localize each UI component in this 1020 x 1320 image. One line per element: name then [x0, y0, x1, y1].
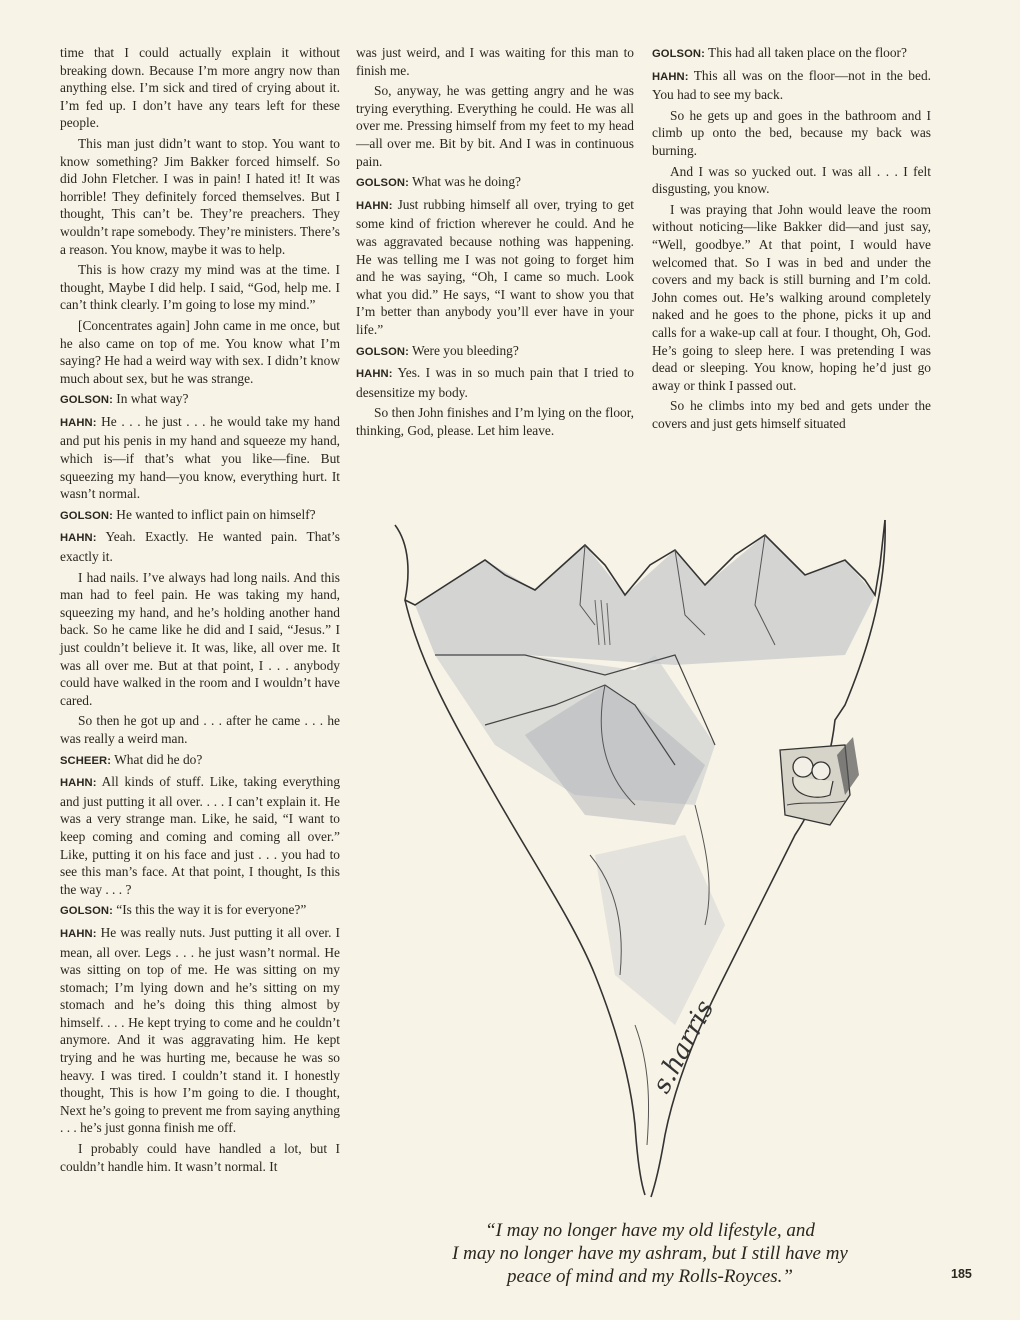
- cartoon-illustration: [375, 505, 955, 1205]
- dialogue-paragraph: [356, 196, 634, 339]
- dialogue-paragraph: [356, 342, 634, 362]
- speaker-label: HAHN:: [652, 70, 689, 83]
- body-paragraph: [652, 107, 931, 160]
- dialogue-paragraph: [60, 506, 340, 526]
- paragraph-text: He wanted to inflict pain on himself?: [116, 506, 316, 522]
- body-paragraph: [652, 163, 931, 198]
- paragraph-text: So, anyway, he was getting angry and he was trying everything. Everything he could. He was all over me. Pressing himself from my feet to my head—all over me. Bit by bit. And I was in continuous pain.: [356, 83, 634, 169]
- speaker-label: GOLSON:: [60, 394, 113, 407]
- paragraph-text: Yeah. Exactly. He wanted pain. That’s exactly it.: [60, 529, 340, 565]
- body-paragraph: [356, 82, 634, 170]
- paragraph-text: This had all taken place on the floor?: [708, 45, 907, 60]
- speaker-label: HAHN:: [356, 368, 393, 381]
- dialogue-paragraph: [652, 67, 931, 104]
- speaker-label: HAHN:: [60, 777, 97, 790]
- paragraph-text: This man just didn’t want to stop. You want to know something? Jim Bakker forced himself. So did John Fletcher. I was in pain! I hated it! It was horrible! They definitely forced themselves. But I thought, This can’t be. They’re preachers. They wouldn’t rape somebody. They’re ministers. There’s a reason. You know, maybe it was to help.: [60, 135, 340, 257]
- column-3: [652, 44, 931, 435]
- paragraph-text: He . . . he just . . . he would take my hand and put his penis in my hand and squeeze my hand, which is—if that’s what you like—fine. But squeezing my hand—you know, everything hurt. It wasn’t normal.: [60, 413, 340, 502]
- paragraph-text: So he climbs into my bed and gets under the covers and just gets himself situated: [652, 398, 931, 431]
- caption-line: I may no longer have my ashram, but I still have my: [452, 1243, 848, 1264]
- paragraph-text: Just rubbing himself all over, trying to get some kind of friction wherever he could. And he was aggravated because nothing was happening. He was telling me I was not going to forget him and he was saying, “Oh, I came so much. Look what you did.” He says, “I want to show you that I’m better than anybody you’ll ever have in your life.”: [356, 196, 634, 337]
- dialogue-paragraph: [60, 773, 340, 898]
- caption-line: peace of mind and my Rolls-Royces.”: [507, 1266, 793, 1287]
- dialogue-paragraph: [60, 901, 340, 921]
- caption-line: “I may no longer have my old lifestyle, and: [485, 1220, 815, 1241]
- body-paragraph: [60, 1140, 340, 1175]
- speaker-label: GOLSON:: [60, 905, 113, 918]
- paragraph-text: [Concentrates again] John came in me once, but he also came on top of me. You know what I’m saying? He had a weird way with sex. I didn’t know much about sex, but he was strange.: [60, 317, 340, 386]
- paragraph-text: This all was on the floor—not in the bed. You had to see my back.: [652, 67, 931, 103]
- dialogue-paragraph: [60, 751, 340, 771]
- dialogue-paragraph: [356, 364, 634, 401]
- dialogue-paragraph: [60, 413, 340, 503]
- dialogue-paragraph: [60, 390, 340, 410]
- paragraph-text: All kinds of stuff. Like, taking everything and just putting it all over. . . . I can’t explain it. He was a very strange man. Like, he said, “I want to keep coming and coming and coming all over.” Like, putting it on his face and just . . . you had to see this man’s face. At that point, I thought, Is this the way . . . ?: [60, 774, 341, 897]
- cartoon-signature: s.harris: [646, 995, 721, 1099]
- speaker-label: GOLSON:: [60, 509, 113, 522]
- speaker-label: GOLSON:: [356, 345, 409, 358]
- paragraph-text: Were you bleeding?: [412, 342, 519, 358]
- paragraph-text: This is how crazy my mind was at the time. I thought, Maybe I did help. I said, “God, help me. I can’t think clearly. I’m going to lose my mind.”: [60, 262, 340, 313]
- paragraph-text: So then John finishes and I’m lying on the floor, thinking, God, please. Let him leave.: [356, 405, 634, 438]
- dialogue-paragraph: [356, 173, 634, 193]
- body-paragraph: [60, 317, 340, 387]
- paragraph-text: So then he got up and . . . after he came . . . he was really a weird man.: [60, 713, 340, 746]
- body-paragraph: [60, 44, 340, 132]
- cartoon-caption: [420, 1219, 880, 1288]
- paragraph-text: was just weird, and I was waiting for this man to finish me.: [356, 45, 634, 78]
- body-paragraph: [356, 404, 634, 439]
- paragraph-text: Yes. I was in so much pain that I tried to desensitize my body.: [356, 365, 634, 400]
- body-paragraph: [60, 261, 340, 314]
- speaker-label: HAHN:: [60, 416, 97, 429]
- dialogue-paragraph: [652, 44, 931, 64]
- paragraph-text: What was he doing?: [412, 174, 521, 190]
- speaker-label: SCHEER:: [60, 754, 112, 767]
- body-paragraph: [60, 712, 340, 747]
- speaker-label: HAHN:: [356, 199, 393, 212]
- body-paragraph: [652, 201, 931, 395]
- speaker-label: GOLSON:: [652, 48, 705, 60]
- column-1: [60, 44, 340, 1178]
- body-paragraph: [60, 569, 340, 710]
- mountain-cartoon-drawing: [375, 505, 955, 1205]
- body-paragraph: [356, 44, 634, 79]
- paragraph-text: I was praying that John would leave the room without noticing—like Bakker did—and just say, “Well, goodbye.” At that point, I would have welcomed that. So I was in bed and under the covers and my back is still burning and I’m cold. John comes out. He’s walking around completely naked and he goes to the phone, picks it up and calls for a wake-up call at four. I thought, Oh, God. He’s going to sleep here. I was pretending I was dead or sleeping. You know, hoping he’d just go away or think I passed out.: [652, 201, 931, 393]
- body-paragraph: [60, 135, 340, 258]
- dialogue-paragraph: [60, 528, 340, 565]
- paragraph-text: I had nails. I’ve always had long nails. And this man had to feel pain. He was taking my hand, squeezing my hand, and he’s holding another hand back. So he came like he did and I said, “Jesus.” I just couldn’t believe it. It was, like, all over me. It was all over me. But at that point, I . . . anybody could have walked in the room and I wouldn’t have cared.: [60, 569, 340, 708]
- paragraph-text: time that I could actually explain it without breaking down. Because I’m more angry now than anything else. I’m sick and tired of crying about it. I’m fed up. I don’t have any tears left for these people.: [60, 45, 340, 131]
- page-number: 185: [951, 1267, 972, 1281]
- column-2: [356, 44, 634, 442]
- paragraph-text: So he gets up and goes in the bathroom and I climb up onto the bed, because my back was burning.: [652, 107, 931, 158]
- paragraph-text: What did he do?: [114, 751, 203, 767]
- speaker-label: GOLSON:: [356, 177, 409, 190]
- speaker-label: HAHN:: [60, 927, 97, 940]
- body-paragraph: [652, 397, 931, 432]
- paragraph-text: I probably could have handled a lot, but I couldn’t handle him. It wasn’t normal. It: [60, 1141, 340, 1174]
- paragraph-text: He was really nuts. Just putting it all over. I mean, all over. Legs . . . he just wasn’t normal. He was sitting on top of me. He was sitting on my stomach; I’m lying down and he’s sitting on my stomach and he’s doing this thing almost by himself. . . . He kept trying to come and he couldn’t anymore. And it was aggravating him. He kept trying and he was hurting me, because he was so heavy. I was tired. I couldn’t stand it. I honestly thought, This is how I’m going to die. I thought, Next he’s going to prevent me from saying anything . . . he’s just gonna finish me off.: [60, 924, 340, 1136]
- dialogue-paragraph: [60, 924, 340, 1137]
- speaker-label: HAHN:: [60, 532, 97, 545]
- paragraph-text: And I was so yucked out. I was all . . . I felt disgusting, you know.: [652, 163, 931, 197]
- paragraph-text: In what way?: [116, 391, 189, 407]
- paragraph-text: “Is this the way it is for everyone?”: [116, 902, 307, 918]
